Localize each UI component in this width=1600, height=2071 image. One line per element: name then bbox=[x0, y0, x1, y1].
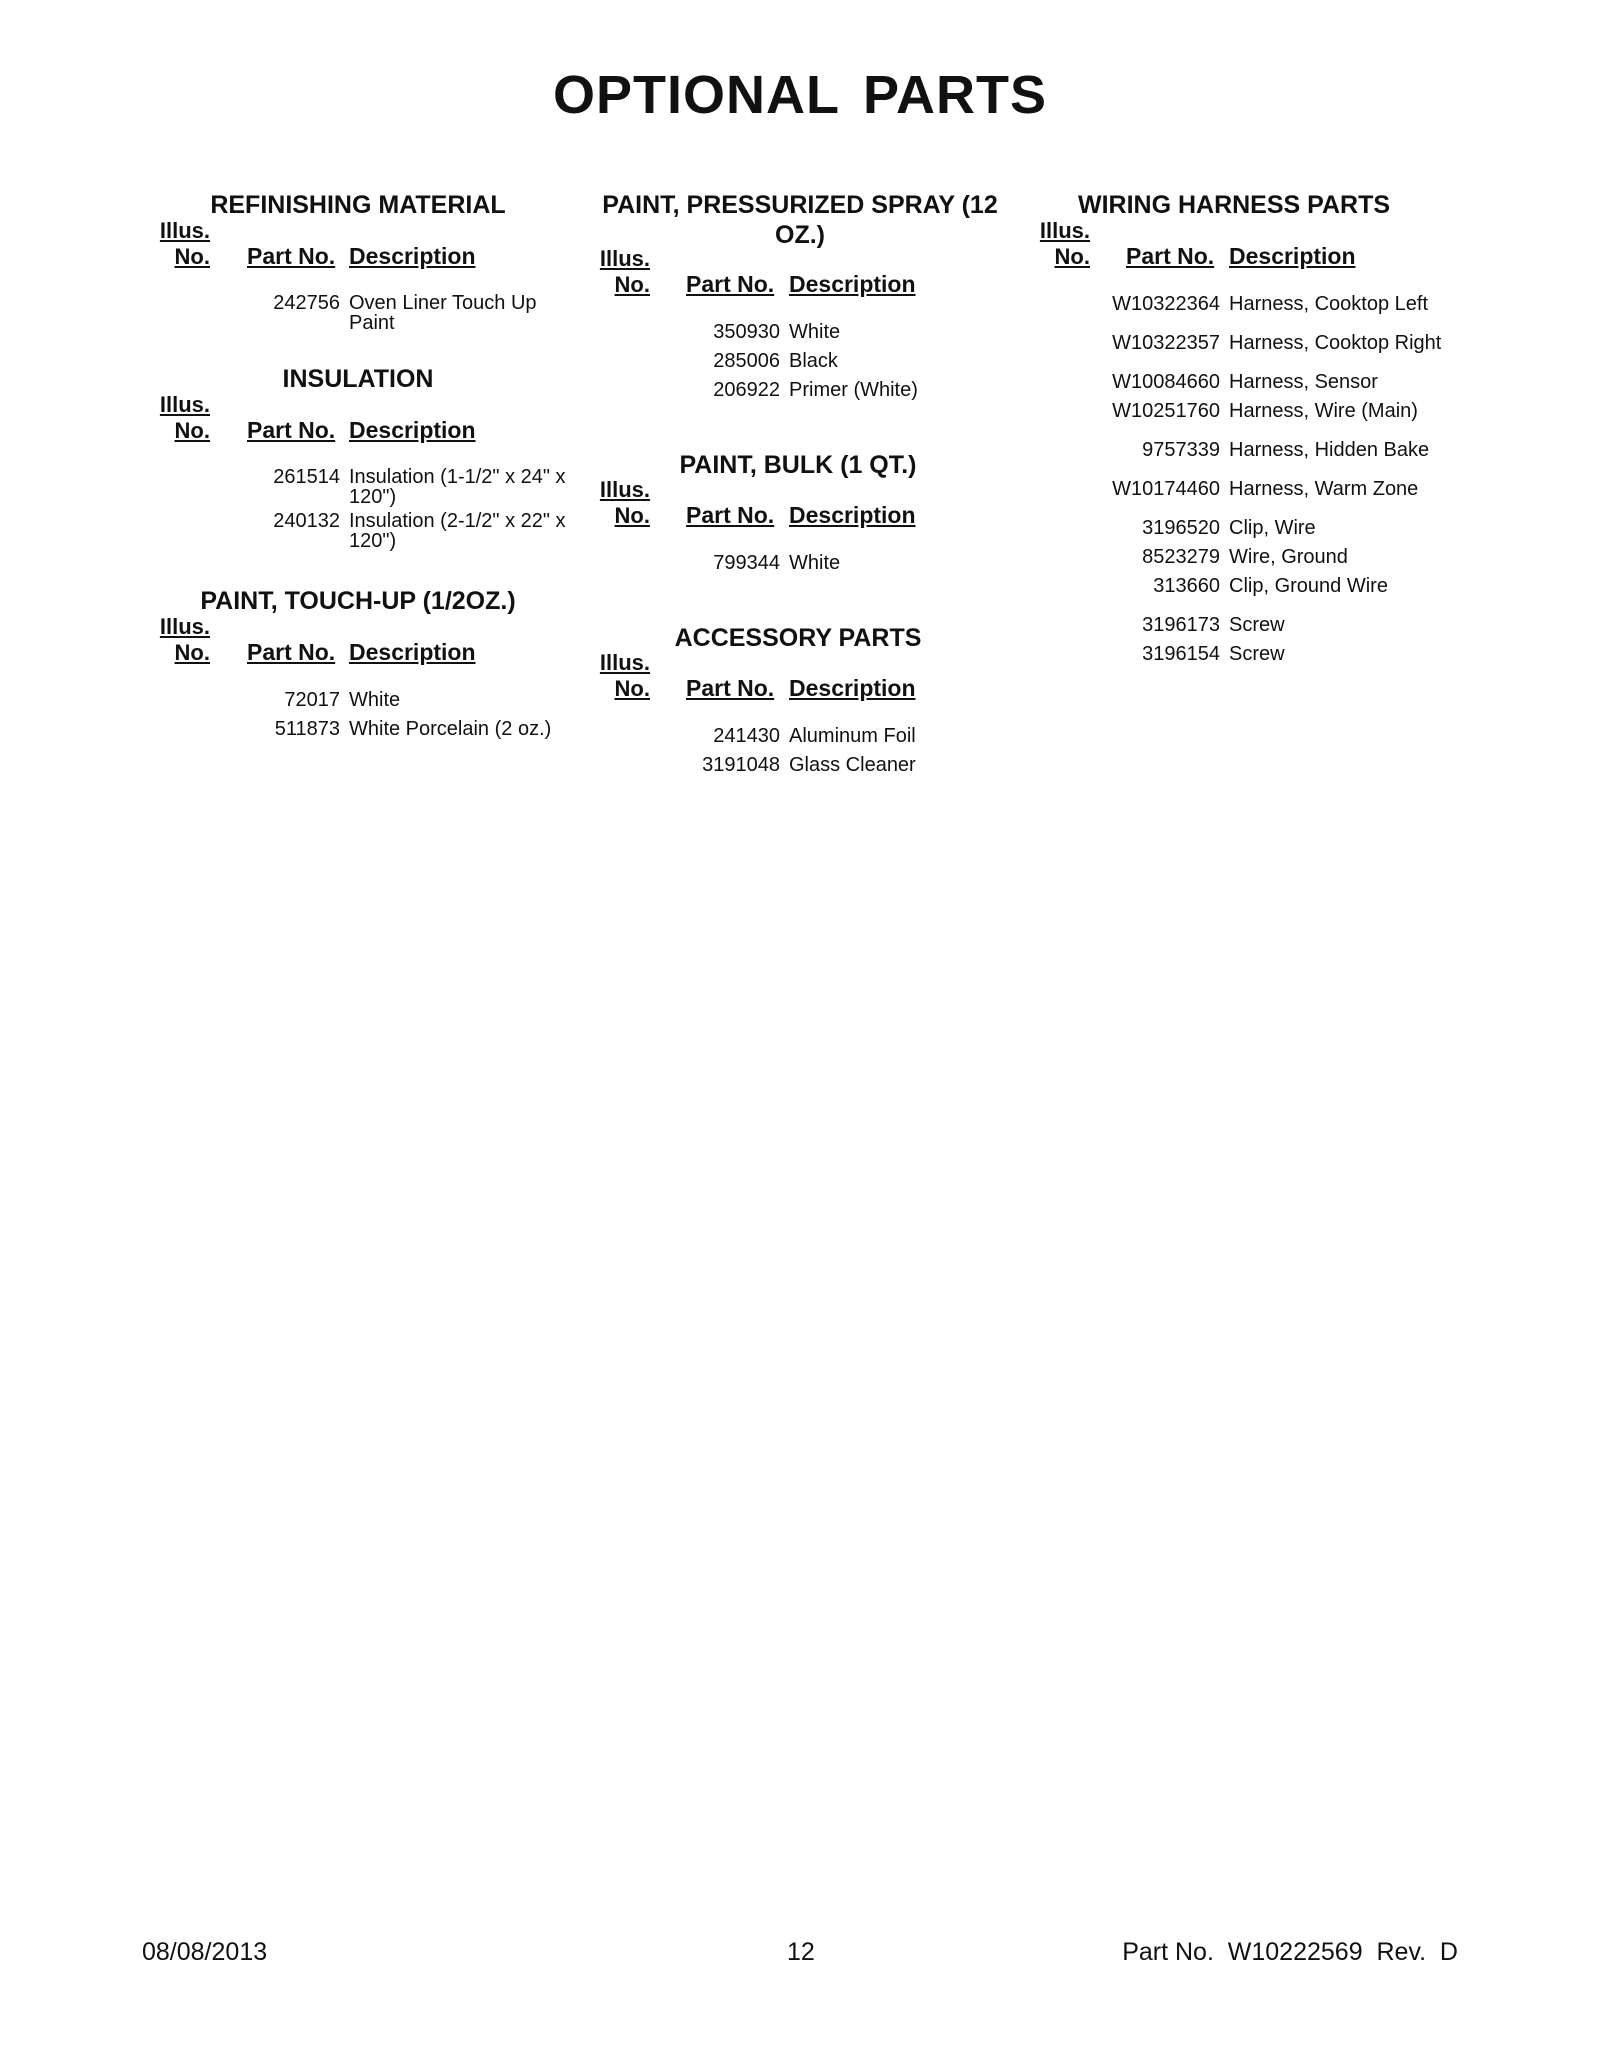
part-description: Harness, Cooktop Left bbox=[1229, 293, 1428, 315]
page-title: OPTIONAL PARTS bbox=[552, 65, 1048, 125]
part-description: Screw bbox=[1229, 614, 1285, 636]
no-label: No. bbox=[174, 244, 210, 269]
part-description: Clip, Ground Wire bbox=[1229, 575, 1388, 597]
part-no-header: Part No. bbox=[1126, 243, 1215, 269]
part-number: 242756 bbox=[273, 292, 340, 314]
part-no-header: Part No. bbox=[686, 675, 775, 701]
part-number: 313660 bbox=[1153, 575, 1220, 597]
section-title-accessory: ACCESSORY PARTS bbox=[674, 624, 922, 652]
part-no-header: Part No. bbox=[686, 271, 775, 297]
part-description: Glass Cleaner bbox=[789, 754, 916, 776]
section-title-insulation: INSULATION bbox=[282, 365, 434, 393]
part-number: 72017 bbox=[284, 689, 340, 711]
part-description: Insulation (1-1/2" x 24" x 120") bbox=[349, 466, 566, 508]
part-number: W10174460 bbox=[1112, 478, 1220, 500]
description-header: Description bbox=[789, 675, 916, 701]
part-number: 3196520 bbox=[1142, 517, 1220, 539]
part-description: Harness, Cooktop Right bbox=[1229, 332, 1442, 354]
part-description: Clip, Wire bbox=[1229, 517, 1316, 539]
part-description: Black bbox=[789, 350, 838, 372]
part-description: Oven Liner Touch Up Paint bbox=[349, 292, 537, 334]
part-description: White bbox=[789, 552, 841, 574]
part-number: 285006 bbox=[713, 350, 780, 372]
part-number: 3191048 bbox=[702, 754, 780, 776]
part-description: White bbox=[789, 321, 841, 343]
part-description: White Porcelain (2 oz.) bbox=[349, 718, 552, 740]
description-header: Description bbox=[349, 243, 476, 269]
section-title-touchup: PAINT, TOUCH-UP (1/2OZ.) bbox=[200, 587, 516, 615]
no-label: No. bbox=[174, 640, 210, 665]
part-no-header: Part No. bbox=[247, 639, 336, 665]
part-number: W10322357 bbox=[1112, 332, 1220, 354]
part-number: 3196173 bbox=[1142, 614, 1220, 636]
illus-no-header bbox=[590, 246, 650, 298]
part-description: Harness, Hidden Bake bbox=[1229, 439, 1430, 461]
illus-label: Illus. bbox=[159, 392, 210, 417]
no-label: No. bbox=[614, 503, 650, 528]
illus-no-header bbox=[150, 614, 210, 666]
description-header: Description bbox=[789, 502, 916, 528]
part-description: Harness, Wire (Main) bbox=[1229, 400, 1418, 422]
part-description: Harness, Warm Zone bbox=[1229, 478, 1419, 500]
part-number: 799344 bbox=[713, 552, 780, 574]
part-number: W10084660 bbox=[1112, 371, 1220, 393]
description-header: Description bbox=[789, 271, 916, 297]
illus-no-header bbox=[150, 218, 210, 270]
illus-label: Illus. bbox=[1039, 218, 1090, 243]
part-number: 9757339 bbox=[1142, 439, 1220, 461]
part-number: W10251760 bbox=[1112, 400, 1220, 422]
illus-label: Illus. bbox=[599, 650, 650, 675]
part-number: 206922 bbox=[713, 379, 780, 401]
part-number: 241430 bbox=[713, 725, 780, 747]
illus-label: Illus. bbox=[599, 246, 650, 271]
part-description: Screw bbox=[1229, 643, 1285, 665]
no-label: No. bbox=[614, 272, 650, 297]
section-title-spray: PAINT, PRESSURIZED SPRAY (12 OZ.) bbox=[602, 191, 998, 249]
part-description: Insulation (2-1/2" x 22" x 120") bbox=[349, 510, 566, 552]
illus-no-header bbox=[1030, 218, 1090, 270]
illus-label: Illus. bbox=[599, 477, 650, 502]
illus-no-header bbox=[590, 650, 650, 702]
part-description: Aluminum Foil bbox=[789, 725, 916, 747]
part-number: 240132 bbox=[273, 510, 340, 532]
illus-label: Illus. bbox=[159, 614, 210, 639]
illus-no-header bbox=[590, 477, 650, 529]
part-description: Wire, Ground bbox=[1229, 546, 1348, 568]
part-description: Primer (White) bbox=[789, 379, 918, 401]
part-description: Harness, Sensor bbox=[1229, 371, 1378, 393]
part-no-header: Part No. bbox=[686, 502, 775, 528]
part-number: 3196154 bbox=[1142, 643, 1220, 665]
illus-no-header bbox=[150, 392, 210, 444]
no-label: No. bbox=[1054, 244, 1090, 269]
footer-page-number: 12 bbox=[787, 1938, 815, 1966]
part-number: 511873 bbox=[274, 718, 340, 740]
part-number: W10322364 bbox=[1112, 293, 1220, 315]
part-description: White bbox=[349, 689, 401, 711]
part-number: 350930 bbox=[713, 321, 780, 343]
section-title-wiring: WIRING HARNESS PARTS bbox=[1077, 191, 1391, 219]
section-title-bulk: PAINT, BULK (1 QT.) bbox=[679, 451, 917, 479]
description-header: Description bbox=[349, 417, 476, 443]
part-number: 8523279 bbox=[1142, 546, 1220, 568]
no-label: No. bbox=[174, 418, 210, 443]
section-title-refinishing: REFINISHING MATERIAL bbox=[210, 191, 506, 219]
part-no-header: Part No. bbox=[247, 417, 336, 443]
part-number: 261514 bbox=[273, 466, 340, 488]
description-header: Description bbox=[349, 639, 476, 665]
illus-label: Illus. bbox=[159, 218, 210, 243]
description-header: Description bbox=[1229, 243, 1356, 269]
footer-date: 08/08/2013 bbox=[142, 1938, 268, 1966]
part-no-header: Part No. bbox=[247, 243, 336, 269]
footer-doc-number: Part No. W10222569 Rev. D bbox=[1122, 1938, 1458, 1966]
no-label: No. bbox=[614, 676, 650, 701]
